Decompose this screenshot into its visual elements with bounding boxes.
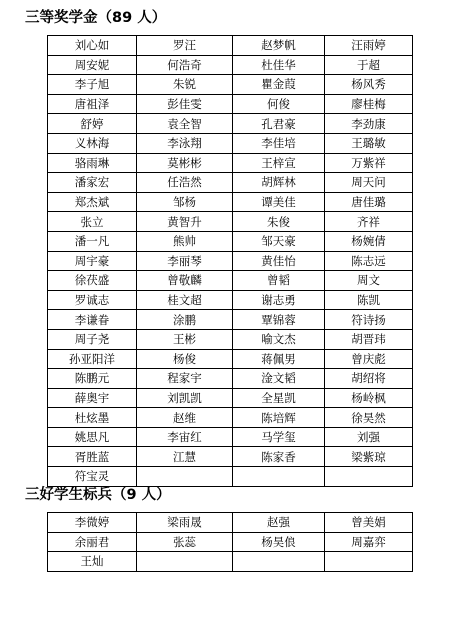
name-cell: 李宙红 <box>137 427 233 447</box>
name-cell: 胡绍将 <box>325 369 413 389</box>
name-cell: 刘强 <box>325 427 413 447</box>
name-cell: 邹杨 <box>137 192 233 212</box>
table-row <box>48 231 413 251</box>
name-cell: 瞿金葭 <box>233 75 325 95</box>
name-cell: 刘凯凯 <box>137 388 233 408</box>
empty-cell <box>137 552 233 572</box>
name-cell: 余丽君 <box>48 532 137 552</box>
name-cell: 覃锦蓉 <box>233 310 325 330</box>
name-cell: 孙亚阳洋 <box>48 349 137 369</box>
table-row <box>48 173 413 193</box>
name-cell: 李丽琴 <box>137 251 233 271</box>
name-cell: 杜佳华 <box>233 55 325 75</box>
name-cell: 谭美佳 <box>233 192 325 212</box>
name-cell: 王彬 <box>137 329 233 349</box>
name-cell: 徐茯盛 <box>48 271 137 291</box>
name-cell: 陈鹏元 <box>48 369 137 389</box>
name-cell: 唐祖泽 <box>48 94 137 114</box>
name-cell: 莫彬彬 <box>137 153 233 173</box>
name-cell: 薛奥宇 <box>48 388 137 408</box>
name-cell: 杨风秀 <box>325 75 413 95</box>
empty-cell <box>325 552 413 572</box>
name-cell: 周天问 <box>325 173 413 193</box>
table-row <box>48 271 413 291</box>
table-row <box>48 329 413 349</box>
name-cell: 赵梦帆 <box>233 36 325 56</box>
table-row <box>48 513 413 533</box>
name-cell: 程家宇 <box>137 369 233 389</box>
name-cell: 周宇豪 <box>48 251 137 271</box>
name-cell: 胡晋玮 <box>325 329 413 349</box>
name-cell: 刘心如 <box>48 36 137 56</box>
name-cell: 全星凯 <box>233 388 325 408</box>
table-row <box>48 251 413 271</box>
name-cell: 蒋佩男 <box>233 349 325 369</box>
name-cell: 黄佳怡 <box>233 251 325 271</box>
name-cell: 谢志勇 <box>233 290 325 310</box>
name-cell: 张立 <box>48 212 137 232</box>
name-cell: 于超 <box>325 55 413 75</box>
name-cell: 何俊 <box>233 94 325 114</box>
model-students-names-table <box>47 512 413 572</box>
name-cell: 李子旭 <box>48 75 137 95</box>
name-cell: 罗诚志 <box>48 290 137 310</box>
name-cell: 李劲康 <box>325 114 413 134</box>
name-cell: 陈家香 <box>233 447 325 467</box>
table-row <box>48 94 413 114</box>
name-cell: 曾美娟 <box>325 513 413 533</box>
name-cell: 杨婉倩 <box>325 231 413 251</box>
name-cell: 曾庆彪 <box>325 349 413 369</box>
name-cell: 符诗扬 <box>325 310 413 330</box>
name-cell: 廖桂梅 <box>325 94 413 114</box>
name-cell: 周子尧 <box>48 329 137 349</box>
name-cell: 喻文杰 <box>233 329 325 349</box>
name-cell: 熊帅 <box>137 231 233 251</box>
name-cell: 万紫祥 <box>325 153 413 173</box>
name-cell: 何浩奇 <box>137 55 233 75</box>
name-cell: 曾韬 <box>233 271 325 291</box>
name-cell: 李谦眷 <box>48 310 137 330</box>
name-cell: 潘一凡 <box>48 231 137 251</box>
scholarship-names-table <box>47 35 413 487</box>
table-row <box>48 55 413 75</box>
name-cell: 黄智升 <box>137 212 233 232</box>
name-cell: 赵维 <box>137 408 233 428</box>
name-cell: 周安妮 <box>48 55 137 75</box>
table-row <box>48 133 413 153</box>
table-row <box>48 369 413 389</box>
name-cell: 周嘉弈 <box>325 532 413 552</box>
table-row <box>48 36 413 56</box>
name-cell: 马学玺 <box>233 427 325 447</box>
name-cell: 曾敬麟 <box>137 271 233 291</box>
empty-cell <box>137 467 233 487</box>
table-row <box>48 467 413 487</box>
section-heading-scholarship: 三等奖学金（89 人） <box>25 10 167 26</box>
empty-cell <box>233 467 325 487</box>
name-cell: 彭佳雯 <box>137 94 233 114</box>
name-cell: 陈凯 <box>325 290 413 310</box>
name-cell: 齐祥 <box>325 212 413 232</box>
name-cell: 胡辉林 <box>233 173 325 193</box>
table-row <box>48 532 413 552</box>
table-row <box>48 427 413 447</box>
name-cell: 孔君豪 <box>233 114 325 134</box>
name-cell: 陈培辉 <box>233 408 325 428</box>
name-cell: 任浩然 <box>137 173 233 193</box>
name-cell: 淦文韬 <box>233 369 325 389</box>
name-cell: 梁紫琼 <box>325 447 413 467</box>
name-cell: 姚思凡 <box>48 427 137 447</box>
name-cell: 李泳翔 <box>137 133 233 153</box>
table-row <box>48 447 413 467</box>
name-cell: 骆雨琳 <box>48 153 137 173</box>
name-cell: 江慧 <box>137 447 233 467</box>
name-cell: 郑杰斌 <box>48 192 137 212</box>
name-cell: 王灿 <box>48 552 137 572</box>
name-cell: 符宝灵 <box>48 467 137 487</box>
name-cell: 杨俊 <box>137 349 233 369</box>
table-row <box>48 212 413 232</box>
table-row <box>48 114 413 134</box>
table-row <box>48 310 413 330</box>
name-cell: 朱锐 <box>137 75 233 95</box>
name-cell: 胥胜蓝 <box>48 447 137 467</box>
name-cell: 唐佳璐 <box>325 192 413 212</box>
name-cell: 义林海 <box>48 133 137 153</box>
name-cell: 邹天豪 <box>233 231 325 251</box>
name-cell: 杨昊俍 <box>233 532 325 552</box>
name-cell: 汪雨婷 <box>325 36 413 56</box>
table-row <box>48 153 413 173</box>
name-cell: 潘家宏 <box>48 173 137 193</box>
name-cell: 张蕊 <box>137 532 233 552</box>
name-cell: 陈志远 <box>325 251 413 271</box>
name-cell: 王璐敏 <box>325 133 413 153</box>
name-cell: 杜炫墨 <box>48 408 137 428</box>
table-row <box>48 75 413 95</box>
table-row <box>48 349 413 369</box>
name-cell: 徐昊然 <box>325 408 413 428</box>
empty-cell <box>325 467 413 487</box>
name-cell: 桂文超 <box>137 290 233 310</box>
table-row <box>48 290 413 310</box>
table-row <box>48 192 413 212</box>
empty-cell <box>233 552 325 572</box>
name-cell: 朱俊 <box>233 212 325 232</box>
name-cell: 王梓宣 <box>233 153 325 173</box>
name-cell: 周文 <box>325 271 413 291</box>
table-row <box>48 408 413 428</box>
name-cell: 舒婷 <box>48 114 137 134</box>
name-cell: 李佳培 <box>233 133 325 153</box>
name-cell: 赵强 <box>233 513 325 533</box>
name-cell: 涂鹏 <box>137 310 233 330</box>
name-cell: 罗汪 <box>137 36 233 56</box>
name-cell: 李微婷 <box>48 513 137 533</box>
name-cell: 杨岭枫 <box>325 388 413 408</box>
table-row <box>48 388 413 408</box>
table-row <box>48 552 413 572</box>
name-cell: 梁雨晟 <box>137 513 233 533</box>
section-heading-model-students: 三好学生标兵（9 人） <box>25 487 171 503</box>
name-cell: 袁全智 <box>137 114 233 134</box>
